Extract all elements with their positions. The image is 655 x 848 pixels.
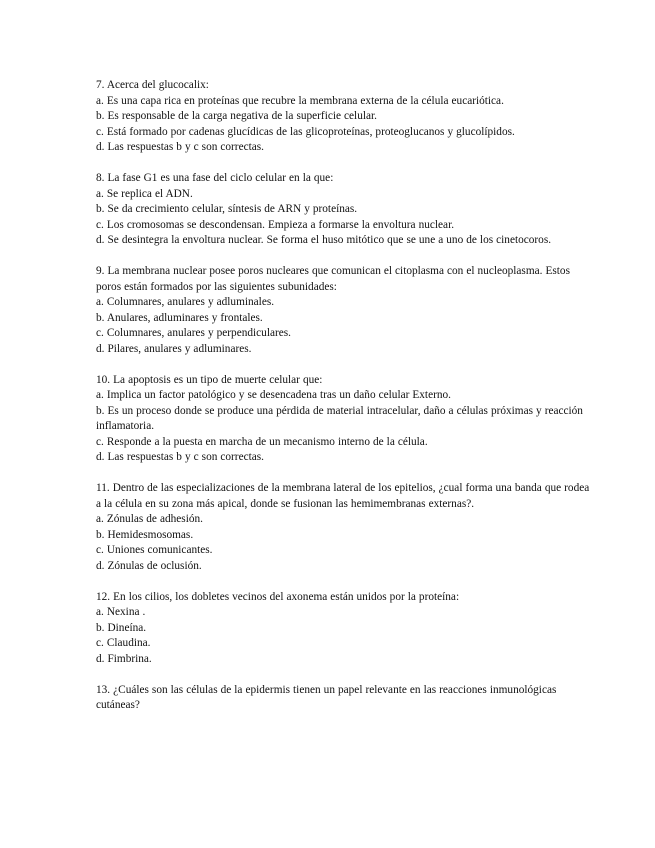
question-8 (96, 171, 595, 249)
option-b: b. Es responsable de la carga negativa de la superficie celular. (96, 110, 377, 123)
option-c: c. Columnares, anulares y perpendiculares. (96, 327, 291, 340)
option-a: a. Es una capa rica en proteínas que recubre la membrana externa de la célula eucariótica. (96, 94, 504, 107)
question-13 (96, 683, 595, 714)
question-text: 8. La fase G1 es una fase del ciclo celular en la que: (96, 171, 334, 184)
option-b: b. Hemidesmosomas. (96, 528, 194, 541)
question-text: 9. La membrana nuclear posee poros nucleares que comunican el citoplasma con el nucleoplasma. Estos poros están formados por las siguientes subunidades: (96, 264, 570, 293)
option-b: b. Dineína. (96, 621, 147, 634)
option-d: d. Se desintegra la envoltura nuclear. Se forma el huso mitótico que se une a uno de los cinetocoros. (96, 234, 552, 247)
question-9 (96, 264, 595, 358)
question-text: 11. Dentro de las especializaciones de la membrana lateral de los epitelios, ¿cual forma una banda que rodea a la célula en su zona más apical, donde se fusionan las hemimembranas externas?. (96, 482, 590, 510)
option-c: c. Responde a la puesta en marcha de un mecanismo interno de la célula. (96, 435, 428, 448)
option-d: d. Pilares, anulares y adluminares. (96, 342, 252, 355)
option-a: a. Nexina . (96, 606, 146, 619)
option-d: d. Zónulas de oclusión. (96, 560, 202, 573)
option-a: a. Columnares, anulares y adluminales. (96, 296, 275, 309)
question-text: 12. En los cilios, los dobletes vecinos del axonema están unidos por la proteína: (96, 590, 460, 603)
question-text: 13. ¿Cuáles son las células de la epidermis tienen un papel relevante en las reacciones inmunológicas cutáneas? (96, 683, 557, 712)
question-10 (96, 373, 595, 467)
question-text: 10. La apoptosis es un tipo de muerte celular que: (96, 373, 323, 386)
option-c: c. Claudina. (96, 637, 151, 650)
question-11 (96, 481, 595, 575)
option-b: b. Anulares, adluminares y frontales. (96, 311, 263, 324)
option-a: a. Se replica el ADN. (96, 187, 193, 200)
question-12 (96, 590, 595, 668)
option-c: c. Uniones comunicantes. (96, 544, 213, 557)
option-d: d. Las respuestas b y c son correctas. (96, 451, 264, 464)
option-c: c. Los cromosomas se descondensan. Empieza a formarse la envoltura nuclear. (96, 218, 455, 231)
option-d: d. Las respuestas b y c son correctas. (96, 141, 264, 154)
option-a: a. Implica un factor patológico y se desencadena tras un daño celular Externo. (96, 389, 451, 402)
option-d: d. Fimbrina. (96, 653, 152, 665)
option-a: a. Zónulas de adhesión. (96, 513, 203, 526)
question-7 (96, 78, 595, 156)
option-c: c. Está formado por cadenas glucídicas de las glicoproteínas, proteoglucanos y glucolípidos. (96, 125, 515, 138)
option-b: b. Se da crecimiento celular, síntesis de ARN y proteínas. (96, 203, 358, 216)
option-b: b. Es un proceso donde se produce una pérdida de material intracelular, daño a células próximas y reacción inflamatoria. (96, 404, 583, 433)
question-text: 7. Acerca del glucocalix: (96, 79, 209, 91)
